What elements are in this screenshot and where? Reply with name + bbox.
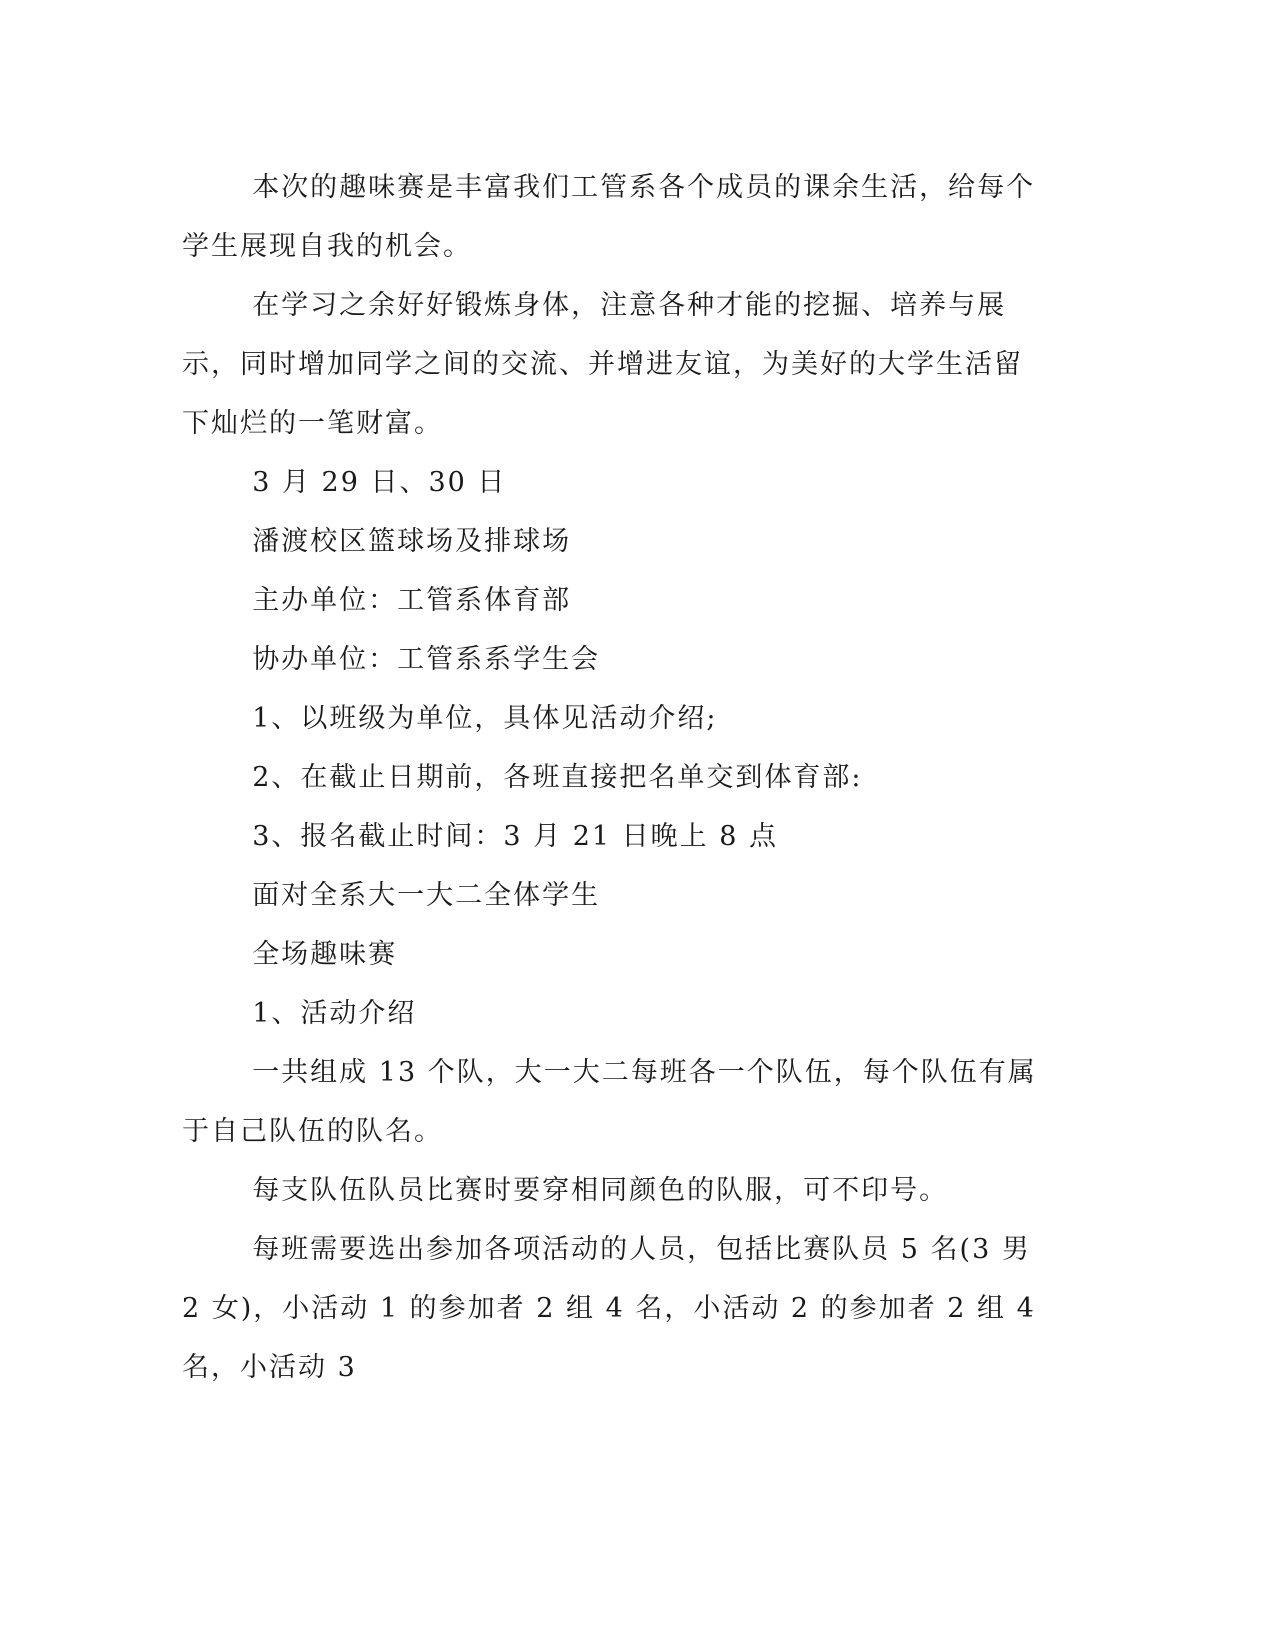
paragraph-organizer: 主办单位：工管系体育部 (252, 585, 572, 616)
paragraph-co-organizer: 协办单位：工管系系学生会 (252, 644, 601, 675)
paragraph-teams: 一共组成 13 个队，大一大二每班各一个队伍，每个队伍有属于自己队伍的队名。 (182, 1057, 1037, 1147)
paragraph-event-name: 全场趣味赛 (252, 939, 398, 970)
paragraph-audience: 面对全系大一大二全体学生 (252, 880, 601, 911)
paragraph-date: 3 月 29 日、30 日 (252, 467, 507, 498)
document-body (182, 158, 1042, 1397)
paragraph-uniforms: 每支队伍队员比赛时要穿相同颜色的队服，可不印号。 (252, 1175, 949, 1206)
paragraph-rule-2: 2、在截止日期前，各班直接把名单交到体育部: (252, 762, 863, 793)
paragraph-goal: 在学习之余好好锻炼身体，注意各种才能的挖掘、培养与展示，同时增加同学之间的交流、并增进友谊，为美好的大学生活留下灿烂的一笔财富。 (182, 290, 1023, 439)
paragraph-venue: 潘渡校区篮球场及排球场 (252, 526, 572, 557)
paragraph-rule-1: 1、以班级为单位，具体见活动介绍; (252, 703, 718, 734)
paragraph-section-heading: 1、活动介绍 (252, 998, 417, 1029)
paragraph-rule-3: 3、报名截止时间：3 月 21 日晚上 8 点 (252, 821, 778, 852)
paragraph-purpose: 本次的趣味赛是丰富我们工管系各个成员的课余生活，给每个学生展现自我的机会。 (182, 172, 1036, 262)
paragraph-participants: 每班需要选出参加各项活动的人员，包括比赛队员 5 名(3 男 2 女)，小活动 1 的参加者 2 组 4 名，小活动 2 的参加者 2 组 4 名，小活动 3 (182, 1234, 1036, 1383)
